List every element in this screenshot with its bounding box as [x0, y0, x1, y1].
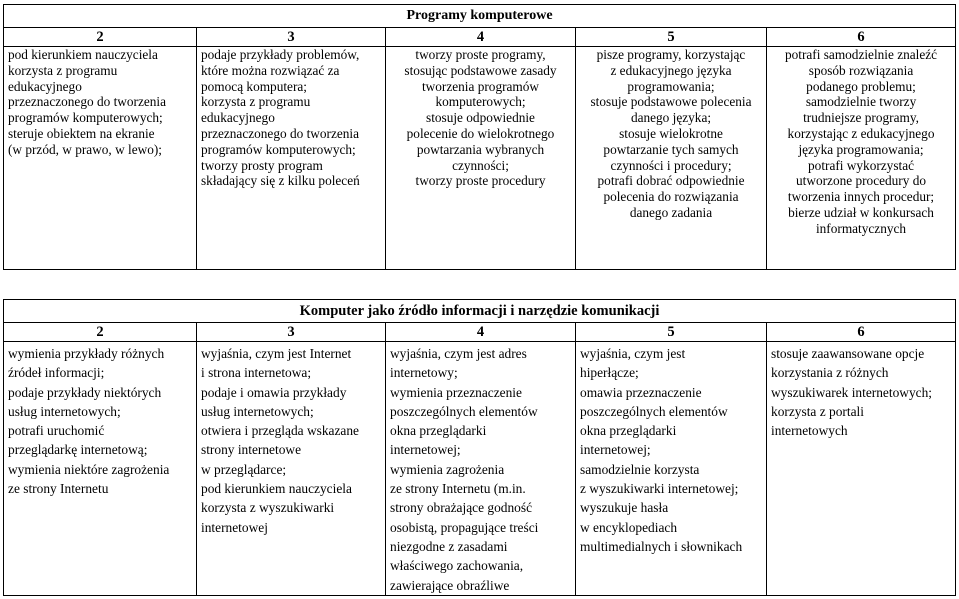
table1-grade-cell	[4, 47, 197, 270]
cell-text-line: trudniejsze programy,	[803, 110, 919, 126]
cell-text-line: sposób rozwiązania	[808, 62, 914, 78]
cell-text-line: internetowej	[201, 519, 268, 535]
table2-grade-cell	[767, 342, 956, 596]
cell-text-line: strony internetowe	[201, 442, 302, 458]
cell-text-line: poszczególnych elementów	[580, 403, 728, 419]
cell-text-line: ze strony Internetu (m.in.	[390, 481, 526, 497]
table1-column-number: 5	[576, 28, 767, 47]
cell-text-line: steruje obiektem na ekranie	[8, 125, 155, 141]
cell-text-line: programów komputerowych;	[201, 141, 356, 157]
cell-text-line: z wyszukiwarki internetowej;	[580, 481, 739, 497]
cell-text-line: zawierające obraźliwe	[390, 577, 510, 593]
cell-text-line: wyszukiwarek internetowych;	[771, 384, 933, 400]
cell-text-line: (w przód, w prawo, w lewo);	[8, 141, 162, 157]
cell-text-line: z edukacyjnego języka	[610, 62, 732, 78]
cell-text-line: komputerowych;	[435, 94, 526, 110]
table1-grade-cell	[386, 47, 576, 270]
table2-column-number: 5	[576, 323, 767, 342]
table2-grade-cell	[197, 342, 386, 596]
cell-text-line: stosuje podstawowe polecenia	[590, 94, 752, 110]
cell-text-line: polecenia do rozwiązania	[603, 189, 739, 205]
cell-text-line: pomocą komputera;	[201, 78, 307, 94]
cell-text-line: edukacyjnego	[201, 110, 275, 126]
cell-text-line: potrafi wykorzystać	[808, 157, 914, 173]
cell-text-line: otwiera i przegląda wskazane	[201, 423, 360, 439]
cell-text-line: przeznaczonego do tworzenia	[8, 94, 166, 110]
cell-text-line: korzysta z programu	[201, 94, 311, 110]
cell-text-line: usług internetowych;	[201, 403, 314, 419]
cell-text-line: samodzielnie korzysta	[580, 461, 700, 477]
table2-grade-cell	[576, 342, 767, 596]
cell-text-line: poszczególnych elementów	[390, 403, 538, 419]
cell-text-line: tworzy proste procedury	[415, 173, 546, 189]
table1-title: Programy komputerowe	[4, 5, 956, 28]
cell-text-line: pisze programy, korzystając	[596, 47, 746, 62]
cell-text-line: w przeglądarce;	[201, 461, 287, 477]
cell-text-line: internetowej;	[580, 442, 651, 458]
table2-column-number: 3	[197, 323, 386, 342]
table1-grade-cell	[576, 47, 767, 270]
cell-text-line: multimedialnych i słownikach	[580, 538, 743, 554]
cell-text-line: tworzy prosty program	[201, 157, 323, 173]
cell-text-line: potrafi uruchomić	[8, 423, 105, 439]
cell-text-line: samodzielnie tworzy	[805, 94, 917, 110]
cell-text-line: podaje przykłady niektórych	[8, 384, 162, 400]
cell-text-line: internetowy;	[390, 365, 458, 381]
cell-text-line: stosuje zaawansowane opcje	[771, 346, 925, 361]
cell-text-line: przeglądarkę internetową;	[8, 442, 148, 458]
table2-column-number: 4	[386, 323, 576, 342]
cell-text-line: korzystania z różnych	[771, 365, 889, 381]
cell-text-line: podaje i omawia przykłady	[201, 384, 347, 400]
cell-text-line: źródeł informacji;	[8, 365, 105, 381]
cell-text-line: wyjaśnia, czym jest	[580, 346, 686, 361]
cell-text-line: wyjaśnia, czym jest adres	[390, 346, 527, 361]
cell-text-line: które można rozwiązać za	[201, 62, 340, 78]
cell-text-line: składający się z kilku poleceń	[201, 173, 360, 189]
cell-text-line: okna przeglądarki	[580, 423, 677, 439]
cell-text-line: polecenie do wielokrotnego	[406, 125, 555, 141]
cell-text-line: pod kierunkiem nauczyciela	[201, 481, 352, 497]
cell-text-line: utworzone procedury do	[796, 173, 927, 189]
cell-text-line: czynności i procedury;	[610, 157, 732, 173]
cell-text-line: ze strony Internetu	[8, 481, 109, 497]
cell-text-line: danego języka;	[630, 110, 712, 126]
cell-text-line: właściwego zachowania,	[390, 558, 524, 574]
cell-text-line: wymienia przeznaczenie	[390, 384, 522, 400]
cell-text-line: powtarzanie tych samych	[603, 141, 739, 157]
cell-text-line: tworzenia programów	[421, 78, 540, 94]
cell-text-line: hiperłącze;	[580, 365, 639, 381]
cell-text-line: powtarzania wybranych	[416, 141, 545, 157]
table2-grade-cell	[4, 342, 197, 596]
cell-text-line: informatycznych	[815, 220, 907, 236]
table1-grade-cell	[767, 47, 956, 270]
cell-text-line: edukacyjnego	[8, 78, 82, 94]
cell-text-line: omawia przeznaczenie	[580, 384, 702, 400]
table1-column-number: 2	[4, 28, 197, 47]
komputer-zrodlo-informacji-table	[3, 299, 956, 596]
table1-column-number: 4	[386, 28, 576, 47]
cell-text-line: i strona internetowa;	[201, 365, 312, 381]
cell-text-line: programowania;	[627, 78, 715, 94]
cell-text-line: przeznaczonego do tworzenia	[201, 125, 359, 141]
programy-komputerowe-table	[3, 4, 956, 270]
cell-text-line: wyszukuje hasła	[580, 500, 669, 516]
cell-text-line: pod kierunkiem nauczyciela	[8, 47, 158, 62]
table1-grade-cell	[197, 47, 386, 270]
cell-text-line: tworzy proste programy,	[415, 47, 546, 62]
cell-text-line: potrafi samodzielnie znaleźć	[784, 47, 938, 62]
cell-text-line: tworzenia innych procedur;	[787, 189, 935, 205]
cell-text-line: wyjaśnia, czym jest Internet	[201, 346, 352, 361]
cell-text-line: potrafi dobrać odpowiednie	[597, 173, 745, 189]
cell-text-line: wymienia przykłady różnych	[8, 346, 165, 361]
cell-text-line: korzysta z portali	[771, 403, 864, 419]
table2-title: Komputer jako źródło informacji i narzędzie komunikacji	[4, 300, 956, 323]
cell-text-line: internetowej;	[390, 442, 461, 458]
table2-column-number: 2	[4, 323, 197, 342]
cell-text-line: korzysta z wyszukiwarki	[201, 500, 335, 516]
cell-text-line: korzystając z edukacyjnego	[787, 125, 935, 141]
cell-text-line: wymienia zagrożenia	[390, 461, 505, 477]
cell-text-line: stosuje wielokrotne	[619, 125, 723, 141]
cell-text-line: osobistą, propagujące treści	[390, 519, 539, 535]
cell-text-line: stosując podstawowe zasady	[404, 62, 557, 78]
cell-text-line: bierze udział w konkursach	[788, 204, 934, 220]
table2-grade-cell	[386, 342, 576, 596]
table2-column-number: 6	[767, 323, 956, 342]
cell-text-line: programów komputerowych;	[8, 110, 163, 126]
cell-text-line: w encyklopediach	[580, 519, 678, 535]
table1-column-number: 3	[197, 28, 386, 47]
table1-column-number: 6	[767, 28, 956, 47]
cell-text-line: strony obrażające godność	[390, 500, 533, 516]
cell-text-line: danego zadania	[629, 204, 713, 220]
cell-text-line: usług internetowych;	[8, 403, 121, 419]
cell-text-line: niezgodne z zasadami	[390, 538, 508, 554]
cell-text-line: języka programowania;	[798, 141, 924, 157]
cell-text-line: internetowych	[771, 423, 848, 439]
cell-text-line: okna przeglądarki	[390, 423, 487, 439]
cell-text-line: podaje przykłady problemów,	[201, 47, 360, 62]
cell-text-line: podanego problemu;	[806, 78, 916, 94]
cell-text-line: wymienia niektóre zagrożenia	[8, 461, 170, 477]
cell-text-line: stosuje odpowiednie	[426, 110, 535, 126]
cell-text-line: korzysta z programu	[8, 62, 118, 78]
cell-text-line: czynności;	[452, 157, 509, 173]
